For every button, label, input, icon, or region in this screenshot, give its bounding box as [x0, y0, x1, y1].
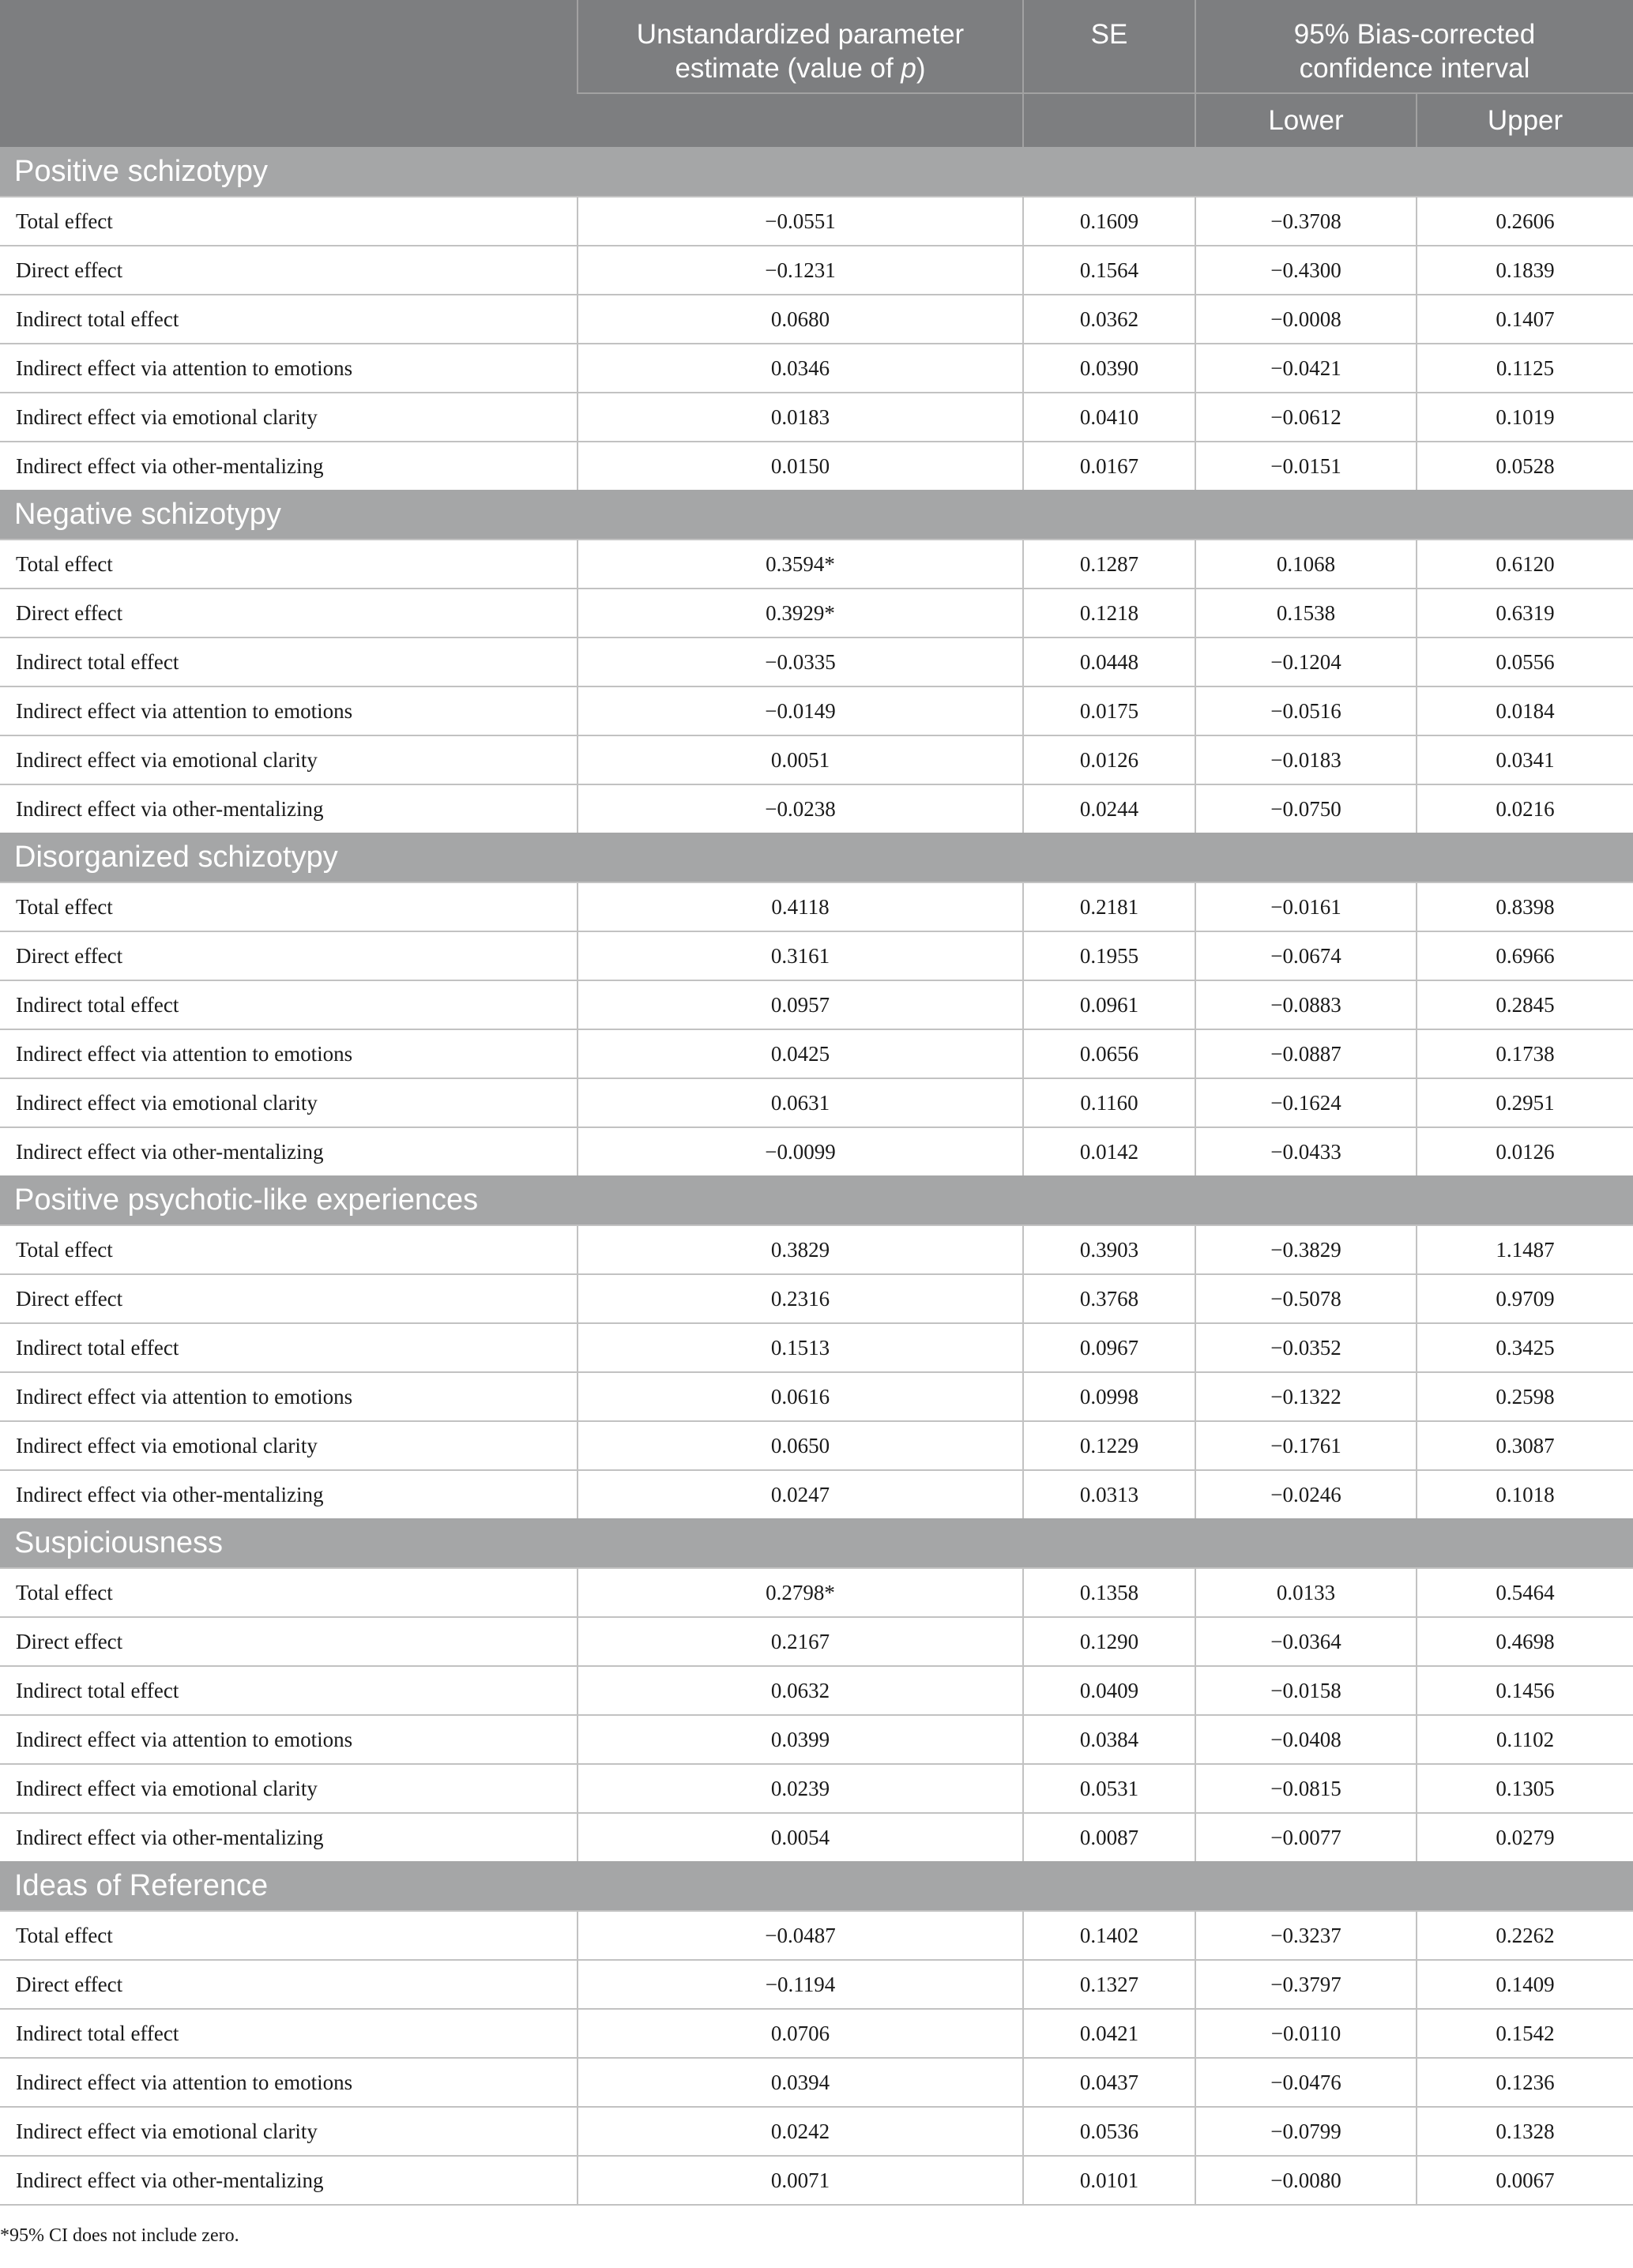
table-row [0, 1372, 1633, 1421]
cell-upper: 0.1409 [1417, 1960, 1633, 2009]
cell-estimate: −0.0238 [578, 784, 1023, 833]
table-row [0, 1813, 1633, 1861]
group-header-row [0, 1518, 1633, 1568]
cell-upper: 0.6966 [1417, 931, 1633, 980]
group-title: Suspiciousness [0, 1518, 1633, 1568]
cell-se: 0.0101 [1023, 2156, 1195, 2205]
cell-lower: −0.0674 [1195, 931, 1417, 980]
table-row [0, 1029, 1633, 1078]
cell-se: 0.1358 [1023, 1568, 1195, 1617]
table-row [0, 2107, 1633, 2156]
cell-estimate: −0.0149 [578, 686, 1023, 735]
group-title: Positive psychotic-like experiences [0, 1175, 1633, 1225]
cell-estimate: 0.3829 [578, 1225, 1023, 1274]
cell-estimate: 0.0054 [578, 1813, 1023, 1861]
cell-label: Total effect [0, 1911, 578, 1960]
cell-upper: 0.0528 [1417, 442, 1633, 490]
cell-lower: −0.3829 [1195, 1225, 1417, 1274]
cell-lower: −0.0476 [1195, 2058, 1417, 2107]
cell-label: Indirect effect via attention to emotions [0, 344, 578, 393]
cell-upper: 0.1328 [1417, 2107, 1633, 2156]
cell-label: Indirect effect via emotional clarity [0, 2107, 578, 2156]
cell-se: 0.0410 [1023, 393, 1195, 442]
cell-lower: −0.0887 [1195, 1029, 1417, 1078]
table-row [0, 1323, 1633, 1372]
group-header-row [0, 833, 1633, 882]
group-title: Positive schizotypy [0, 147, 1633, 197]
table-row [0, 735, 1633, 784]
cell-estimate: 0.0425 [578, 1029, 1023, 1078]
cell-lower: −0.0612 [1195, 393, 1417, 442]
table-row [0, 2009, 1633, 2058]
cell-lower: −0.0408 [1195, 1715, 1417, 1764]
cell-label: Indirect effect via emotional clarity [0, 1764, 578, 1813]
table-row [0, 393, 1633, 442]
table-row [0, 784, 1633, 833]
cell-upper: 0.1102 [1417, 1715, 1633, 1764]
cell-upper: 0.1018 [1417, 1470, 1633, 1518]
cell-se: 0.1218 [1023, 589, 1195, 638]
cell-se: 0.1402 [1023, 1911, 1195, 1960]
group-header-row [0, 1861, 1633, 1911]
cell-estimate: 0.0399 [578, 1715, 1023, 1764]
cell-upper: 0.1738 [1417, 1029, 1633, 1078]
cell-upper: 0.1236 [1417, 2058, 1633, 2107]
cell-label: Direct effect [0, 246, 578, 295]
cell-estimate: 0.0616 [578, 1372, 1023, 1421]
cell-label: Indirect total effect [0, 980, 578, 1029]
cell-lower: −0.0008 [1195, 295, 1417, 344]
cell-label: Indirect effect via emotional clarity [0, 1421, 578, 1470]
cell-upper: 0.5464 [1417, 1568, 1633, 1617]
cell-estimate: 0.0631 [578, 1078, 1023, 1127]
cell-lower: −0.0799 [1195, 2107, 1417, 2156]
cell-upper: 0.0216 [1417, 784, 1633, 833]
cell-se: 0.0175 [1023, 686, 1195, 735]
cell-upper: 0.2845 [1417, 980, 1633, 1029]
cell-upper: 0.3087 [1417, 1421, 1633, 1470]
cell-se: 0.0421 [1023, 2009, 1195, 2058]
cell-label: Indirect effect via attention to emotions [0, 2058, 578, 2107]
cell-upper: 0.2606 [1417, 197, 1633, 246]
cell-se: 0.1290 [1023, 1617, 1195, 1666]
cell-estimate: 0.0650 [578, 1421, 1023, 1470]
cell-upper: 0.1542 [1417, 2009, 1633, 2058]
cell-se: 0.1287 [1023, 540, 1195, 589]
cell-estimate: 0.0183 [578, 393, 1023, 442]
cell-label: Direct effect [0, 931, 578, 980]
cell-se: 0.0961 [1023, 980, 1195, 1029]
table-row [0, 442, 1633, 490]
cell-estimate: 0.3929* [578, 589, 1023, 638]
cell-se: 0.1160 [1023, 1078, 1195, 1127]
cell-lower: −0.3708 [1195, 197, 1417, 246]
cell-lower: −0.0815 [1195, 1764, 1417, 1813]
table-row [0, 589, 1633, 638]
table-row [0, 197, 1633, 246]
cell-label: Direct effect [0, 589, 578, 638]
cell-label: Indirect total effect [0, 2009, 578, 2058]
cell-lower: −0.1624 [1195, 1078, 1417, 1127]
cell-se: 0.0409 [1023, 1666, 1195, 1715]
cell-upper: 0.0279 [1417, 1813, 1633, 1861]
cell-label: Indirect effect via attention to emotions [0, 1029, 578, 1078]
cell-upper: 0.1019 [1417, 393, 1633, 442]
table-row [0, 1470, 1633, 1518]
cell-estimate: 0.1513 [578, 1323, 1023, 1372]
cell-se: 0.2181 [1023, 882, 1195, 931]
header-estimate-close: ) [916, 53, 926, 84]
cell-lower: −0.4300 [1195, 246, 1417, 295]
cell-label: Total effect [0, 540, 578, 589]
cell-label: Total effect [0, 197, 578, 246]
cell-estimate: −0.1231 [578, 246, 1023, 295]
cell-lower: −0.0183 [1195, 735, 1417, 784]
table-row [0, 882, 1633, 931]
table-body [0, 147, 1633, 2205]
cell-label: Indirect effect via attention to emotions [0, 1372, 578, 1421]
cell-estimate: 0.0242 [578, 2107, 1023, 2156]
cell-upper: 0.8398 [1417, 882, 1633, 931]
cell-estimate: −0.1194 [578, 1960, 1023, 2009]
cell-estimate: 0.0071 [578, 2156, 1023, 2205]
cell-se: 0.1564 [1023, 246, 1195, 295]
table-row [0, 1225, 1633, 1274]
cell-estimate: 0.2798* [578, 1568, 1023, 1617]
header-se-label: SE [1090, 19, 1128, 50]
cell-upper: 0.1407 [1417, 295, 1633, 344]
header-lower: Lower [1195, 93, 1417, 147]
group-title: Ideas of Reference [0, 1861, 1633, 1911]
table-row [0, 344, 1633, 393]
table-row [0, 931, 1633, 980]
cell-lower: −0.0080 [1195, 2156, 1417, 2205]
table-row [0, 540, 1633, 589]
cell-lower: 0.0133 [1195, 1568, 1417, 1617]
group-header-row [0, 490, 1633, 540]
cell-lower: −0.3237 [1195, 1911, 1417, 1960]
cell-se: 0.0448 [1023, 638, 1195, 686]
cell-estimate: 0.2316 [578, 1274, 1023, 1323]
cell-lower: −0.0110 [1195, 2009, 1417, 2058]
cell-label: Indirect effect via other-mentalizing [0, 2156, 578, 2205]
cell-se: 0.0244 [1023, 784, 1195, 833]
cell-estimate: 0.3594* [578, 540, 1023, 589]
header-row-1 [0, 0, 1633, 93]
cell-estimate: 0.0706 [578, 2009, 1023, 2058]
table-row [0, 2156, 1633, 2205]
header-estimate-p: p [901, 53, 916, 84]
cell-se: 0.0531 [1023, 1764, 1195, 1813]
cell-estimate: 0.0239 [578, 1764, 1023, 1813]
cell-lower: −0.0364 [1195, 1617, 1417, 1666]
header-estimate-line2: estimate (value of [675, 53, 901, 84]
cell-upper: 0.6120 [1417, 540, 1633, 589]
cell-upper: 0.1839 [1417, 246, 1633, 295]
table-row [0, 1274, 1633, 1323]
cell-upper: 0.0126 [1417, 1127, 1633, 1175]
header-se-sub [1023, 93, 1195, 147]
table-row [0, 1617, 1633, 1666]
cell-estimate: 0.0346 [578, 344, 1023, 393]
header-estimate-line1: Unstandardized parameter [636, 19, 965, 50]
cell-lower: −0.0161 [1195, 882, 1417, 931]
cell-label: Indirect effect via emotional clarity [0, 735, 578, 784]
table-row [0, 1078, 1633, 1127]
cell-se: 0.0384 [1023, 1715, 1195, 1764]
cell-lower: 0.1068 [1195, 540, 1417, 589]
group-header-row [0, 147, 1633, 197]
cell-lower: −0.1761 [1195, 1421, 1417, 1470]
cell-upper: 0.0556 [1417, 638, 1633, 686]
cell-se: 0.1229 [1023, 1421, 1195, 1470]
table-row [0, 980, 1633, 1029]
cell-upper: 0.1456 [1417, 1666, 1633, 1715]
cell-upper: 0.3425 [1417, 1323, 1633, 1372]
group-title: Disorganized schizotypy [0, 833, 1633, 882]
header-se [1023, 0, 1195, 93]
cell-estimate: 0.0394 [578, 2058, 1023, 2107]
header-ci-line2: confidence interval [1299, 53, 1530, 84]
cell-label: Indirect total effect [0, 1323, 578, 1372]
cell-lower: −0.0883 [1195, 980, 1417, 1029]
table-row [0, 1127, 1633, 1175]
cell-label: Indirect total effect [0, 1666, 578, 1715]
table-row [0, 1911, 1633, 1960]
cell-label: Indirect effect via other-mentalizing [0, 1813, 578, 1861]
cell-label: Indirect total effect [0, 638, 578, 686]
cell-se: 0.0437 [1023, 2058, 1195, 2107]
cell-lower: −0.1204 [1195, 638, 1417, 686]
cell-lower: −0.0750 [1195, 784, 1417, 833]
cell-upper: 0.4698 [1417, 1617, 1633, 1666]
cell-upper: 0.2598 [1417, 1372, 1633, 1421]
cell-se: 0.1609 [1023, 197, 1195, 246]
cell-label: Indirect effect via attention to emotions [0, 1715, 578, 1764]
group-title: Negative schizotypy [0, 490, 1633, 540]
table-row [0, 2058, 1633, 2107]
cell-label: Indirect total effect [0, 295, 578, 344]
cell-lower: 0.1538 [1195, 589, 1417, 638]
cell-estimate: 0.0051 [578, 735, 1023, 784]
cell-lower: −0.0158 [1195, 1666, 1417, 1715]
cell-estimate: 0.0957 [578, 980, 1023, 1029]
table-row [0, 686, 1633, 735]
cell-estimate: 0.0632 [578, 1666, 1023, 1715]
cell-estimate: 0.0150 [578, 442, 1023, 490]
cell-label: Indirect effect via other-mentalizing [0, 784, 578, 833]
cell-estimate: 0.0247 [578, 1470, 1023, 1518]
cell-se: 0.0536 [1023, 2107, 1195, 2156]
cell-lower: −0.3797 [1195, 1960, 1417, 2009]
cell-se: 0.0313 [1023, 1470, 1195, 1518]
cell-lower: −0.0352 [1195, 1323, 1417, 1372]
cell-estimate: −0.0551 [578, 197, 1023, 246]
table-row [0, 1568, 1633, 1617]
cell-upper: 0.2262 [1417, 1911, 1633, 1960]
cell-label: Direct effect [0, 1617, 578, 1666]
cell-se: 0.0126 [1023, 735, 1195, 784]
cell-se: 0.0656 [1023, 1029, 1195, 1078]
cell-se: 0.0087 [1023, 1813, 1195, 1861]
table-row [0, 1715, 1633, 1764]
cell-label: Total effect [0, 882, 578, 931]
cell-se: 0.1955 [1023, 931, 1195, 980]
header-ci [1195, 0, 1633, 93]
cell-estimate: 0.0680 [578, 295, 1023, 344]
header-estimate [578, 0, 1023, 93]
cell-estimate: −0.0099 [578, 1127, 1023, 1175]
cell-se: 0.0390 [1023, 344, 1195, 393]
cell-lower: −0.0077 [1195, 1813, 1417, 1861]
header-upper: Upper [1417, 93, 1633, 147]
cell-upper: 1.1487 [1417, 1225, 1633, 1274]
cell-lower: −0.1322 [1195, 1372, 1417, 1421]
table-row [0, 295, 1633, 344]
cell-label: Indirect effect via attention to emotions [0, 686, 578, 735]
table-row [0, 638, 1633, 686]
cell-upper: 0.0067 [1417, 2156, 1633, 2205]
cell-se: 0.0167 [1023, 442, 1195, 490]
cell-upper: 0.1305 [1417, 1764, 1633, 1813]
cell-upper: 0.0184 [1417, 686, 1633, 735]
cell-lower: −0.0246 [1195, 1470, 1417, 1518]
cell-label: Indirect effect via emotional clarity [0, 1078, 578, 1127]
cell-upper: 0.0341 [1417, 735, 1633, 784]
cell-upper: 0.2951 [1417, 1078, 1633, 1127]
cell-upper: 0.6319 [1417, 589, 1633, 638]
cell-lower: −0.0516 [1195, 686, 1417, 735]
cell-lower: −0.0421 [1195, 344, 1417, 393]
cell-se: 0.0998 [1023, 1372, 1195, 1421]
cell-lower: −0.0433 [1195, 1127, 1417, 1175]
cell-label: Total effect [0, 1568, 578, 1617]
cell-estimate: −0.0335 [578, 638, 1023, 686]
table-header [0, 0, 1633, 147]
cell-label: Indirect effect via other-mentalizing [0, 1127, 578, 1175]
cell-lower: −0.5078 [1195, 1274, 1417, 1323]
cell-label: Total effect [0, 1225, 578, 1274]
header-estimate-sub [578, 93, 1023, 147]
table-row [0, 1666, 1633, 1715]
cell-upper: 0.9709 [1417, 1274, 1633, 1323]
table-row [0, 1421, 1633, 1470]
footnote: *95% CI does not include zero. [0, 2225, 239, 2246]
cell-se: 0.0967 [1023, 1323, 1195, 1372]
cell-estimate: 0.3161 [578, 931, 1023, 980]
table-row [0, 1960, 1633, 2009]
cell-estimate: −0.0487 [578, 1911, 1023, 1960]
cell-estimate: 0.4118 [578, 882, 1023, 931]
cell-label: Direct effect [0, 1274, 578, 1323]
cell-upper: 0.1125 [1417, 344, 1633, 393]
group-header-row [0, 1175, 1633, 1225]
cell-label: Indirect effect via other-mentalizing [0, 442, 578, 490]
cell-label: Direct effect [0, 1960, 578, 2009]
header-ci-line1: 95% Bias-corrected [1293, 19, 1536, 50]
cell-estimate: 0.2167 [578, 1617, 1023, 1666]
table-row [0, 1764, 1633, 1813]
table-row [0, 246, 1633, 295]
cell-se: 0.0142 [1023, 1127, 1195, 1175]
cell-se: 0.3903 [1023, 1225, 1195, 1274]
cell-label: Indirect effect via other-mentalizing [0, 1470, 578, 1518]
cell-se: 0.1327 [1023, 1960, 1195, 2009]
cell-label: Indirect effect via emotional clarity [0, 393, 578, 442]
header-empty-cell [0, 0, 578, 147]
cell-lower: −0.0151 [1195, 442, 1417, 490]
cell-se: 0.0362 [1023, 295, 1195, 344]
cell-se: 0.3768 [1023, 1274, 1195, 1323]
